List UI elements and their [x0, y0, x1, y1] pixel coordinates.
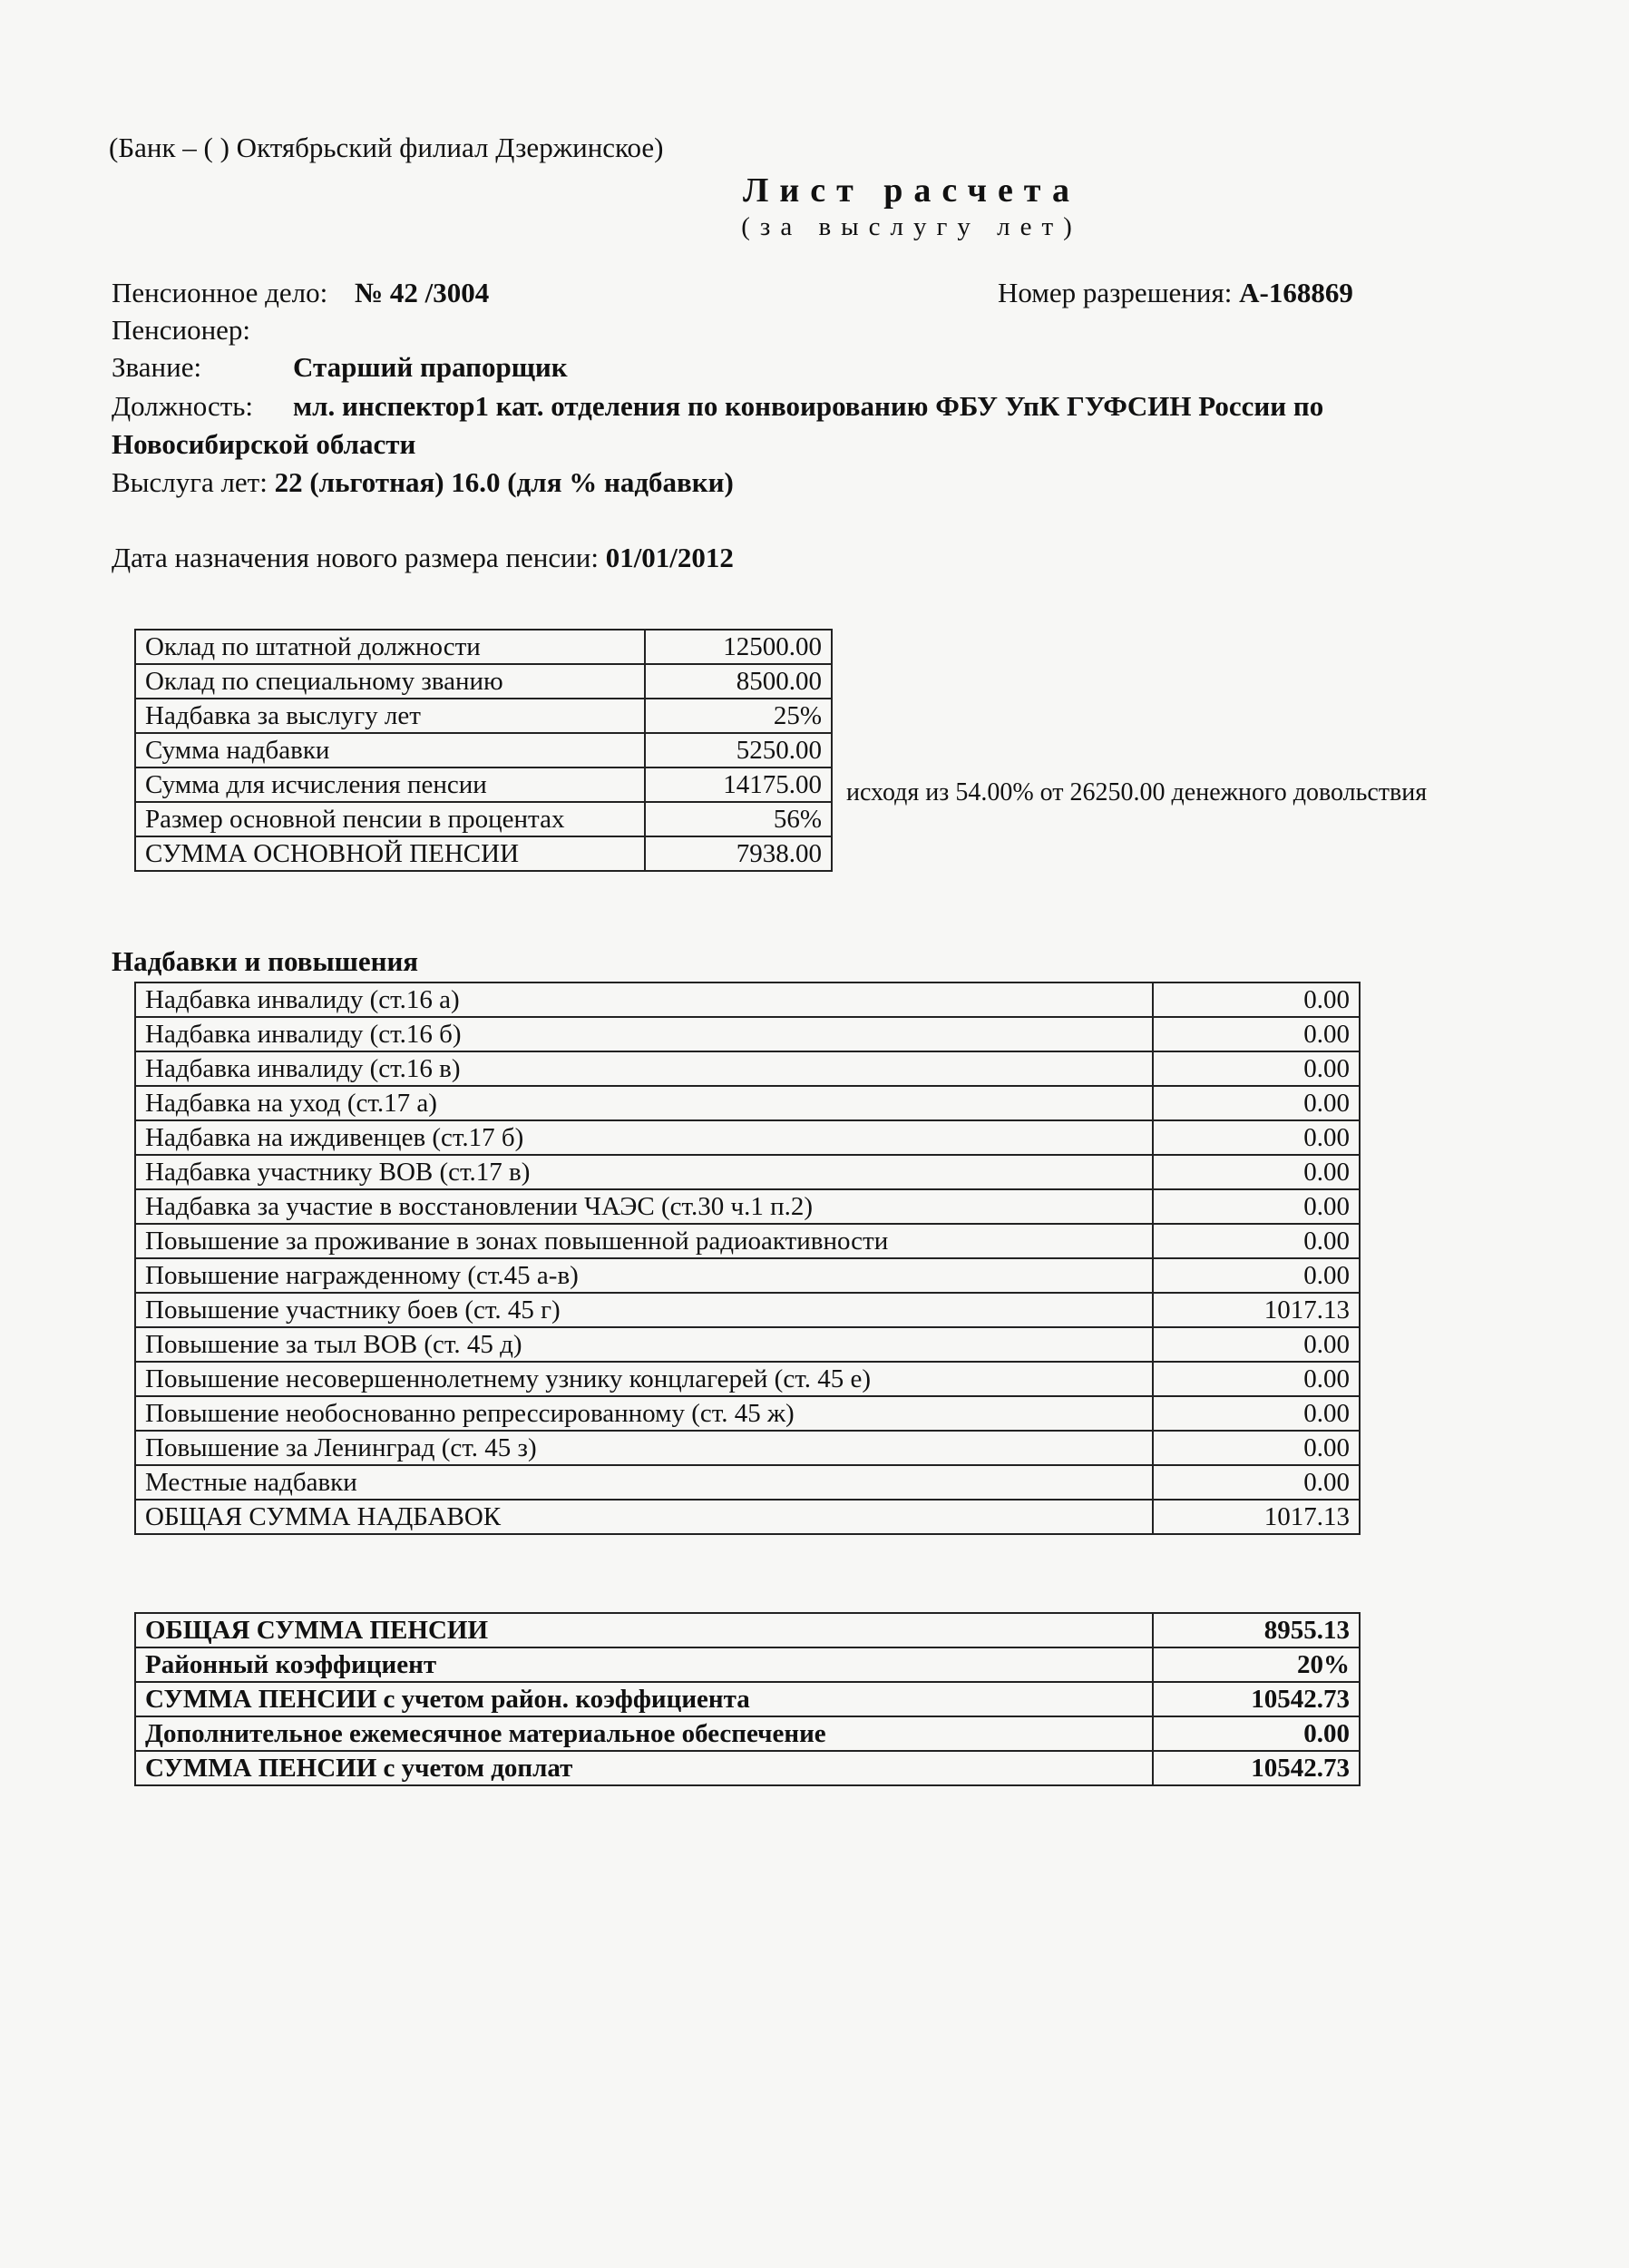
- table-row: [135, 1396, 1360, 1431]
- table-row: [135, 1258, 1360, 1293]
- salary-table: [134, 629, 833, 872]
- row-value: 25%: [645, 699, 832, 733]
- position-line1: мл. инспектор1 кат. отделения по конвоированию ФБУ УпК ГУФСИН России по: [293, 390, 1324, 422]
- row-label: Повышение необоснованно репрессированному (ст. 45 ж): [135, 1396, 1153, 1431]
- service-label: Выслуга лет:: [112, 466, 268, 498]
- service-value: 22 (льготная) 16.0 (для % надбавки): [274, 466, 734, 498]
- row-label: Повышение участнику боев (ст. 45 г): [135, 1293, 1153, 1327]
- row-value: 0.00: [1153, 1465, 1360, 1500]
- row-value: 8500.00: [645, 664, 832, 699]
- row-label: Надбавка на уход (ст.17 а): [135, 1086, 1153, 1120]
- row-value: 12500.00: [645, 630, 832, 664]
- table-row: [135, 1716, 1360, 1751]
- assign-date-row: [112, 542, 734, 574]
- row-label: Сумма надбавки: [135, 733, 645, 767]
- permit-label: Номер разрешения:: [998, 277, 1233, 308]
- row-label: Дополнительное ежемесячное материальное обеспечение: [135, 1716, 1153, 1751]
- row-label: Сумма для исчисления пенсии: [135, 767, 645, 802]
- row-value: 8955.13: [1153, 1613, 1360, 1647]
- table-row: [135, 733, 832, 767]
- table-row: [135, 1017, 1360, 1051]
- row-value: 20%: [1153, 1647, 1360, 1682]
- row-label: Повышение за Ленинград (ст. 45 з): [135, 1431, 1153, 1465]
- table-row: [135, 1431, 1360, 1465]
- row-label: Надбавка за выслугу лет: [135, 699, 645, 733]
- row-value: 1017.13: [1153, 1293, 1360, 1327]
- allowances-table: [134, 982, 1361, 1535]
- row-label: Надбавка за участие в восстановлении ЧАЭС (ст.30 ч.1 п.2): [135, 1189, 1153, 1224]
- row-value: 0.00: [1153, 1017, 1360, 1051]
- row-value: 0.00: [1153, 1431, 1360, 1465]
- row-value: 10542.73: [1153, 1751, 1360, 1785]
- row-value: 7938.00: [645, 836, 832, 871]
- table-row: [135, 836, 832, 871]
- totals-table: [134, 1612, 1361, 1786]
- table-row: [135, 1155, 1360, 1189]
- case-label: Пенсионное дело:: [112, 277, 328, 308]
- row-label: Районный коэффициент: [135, 1647, 1153, 1682]
- row-value: 10542.73: [1153, 1682, 1360, 1716]
- position-line2: Новосибирской области: [112, 428, 416, 460]
- row-value: 5250.00: [645, 733, 832, 767]
- row-label: ОБЩАЯ СУММА ПЕНСИИ: [135, 1613, 1153, 1647]
- case-row: [112, 277, 489, 309]
- table-row: [135, 699, 832, 733]
- row-value: 0.00: [1153, 1716, 1360, 1751]
- row-label: Надбавка инвалиду (ст.16 в): [135, 1051, 1153, 1086]
- row-value: 0.00: [1153, 1051, 1360, 1086]
- permit-row: [998, 277, 1353, 309]
- row-label: Повышение несовершеннолетнему узнику концлагерей (ст. 45 е): [135, 1362, 1153, 1396]
- service-row: [112, 466, 734, 499]
- pensioner-label: Пенсионер:: [112, 314, 251, 346]
- allowances-heading: Надбавки и повышения: [112, 945, 419, 977]
- row-label: Повышение награжденному (ст.45 а-в): [135, 1258, 1153, 1293]
- table-row: [135, 1751, 1360, 1785]
- page-title: Лист расчета: [743, 171, 1080, 210]
- row-label: СУММА ПЕНСИИ с учетом доплат: [135, 1751, 1153, 1785]
- row-value: 0.00: [1153, 1327, 1360, 1362]
- salary-note: исходя из 54.00% от 26250.00 денежного довольствия: [846, 778, 1428, 807]
- table-row: [135, 1293, 1360, 1327]
- table-row: [135, 1120, 1360, 1155]
- table-row: [135, 1647, 1360, 1682]
- bank-line: (Банк – ( ) Октябрьский филиал Дзержинское): [109, 132, 664, 163]
- table-row: [135, 1682, 1360, 1716]
- table-row: [135, 1500, 1360, 1534]
- table-row: [135, 802, 832, 836]
- case-number: № 42 /3004: [355, 277, 490, 308]
- assign-date-value: 01/01/2012: [605, 542, 734, 573]
- row-value: 0.00: [1153, 1362, 1360, 1396]
- table-row: [135, 1086, 1360, 1120]
- row-value: 0.00: [1153, 1189, 1360, 1224]
- table-row: [135, 1051, 1360, 1086]
- row-value: 0.00: [1153, 982, 1360, 1017]
- row-label: Повышение за проживание в зонах повышенной радиоактивности: [135, 1224, 1153, 1258]
- row-value: 0.00: [1153, 1155, 1360, 1189]
- page-subtitle: (за выслугу лет): [741, 212, 1082, 241]
- table-row: [135, 1189, 1360, 1224]
- table-row: [135, 767, 832, 802]
- permit-number: А-168869: [1239, 277, 1353, 308]
- row-value: 56%: [645, 802, 832, 836]
- row-value: 0.00: [1153, 1258, 1360, 1293]
- row-value: 1017.13: [1153, 1500, 1360, 1534]
- row-label: Размер основной пенсии в процентах: [135, 802, 645, 836]
- table-row: [135, 630, 832, 664]
- row-value: 0.00: [1153, 1086, 1360, 1120]
- table-row: [135, 1613, 1360, 1647]
- row-label: СУММА ОСНОВНОЙ ПЕНСИИ: [135, 836, 645, 871]
- row-label: Оклад по специальному званию: [135, 664, 645, 699]
- table-row: [135, 664, 832, 699]
- table-row: [135, 982, 1360, 1017]
- table-row: [135, 1224, 1360, 1258]
- row-label: Оклад по штатной должности: [135, 630, 645, 664]
- row-label: ОБЩАЯ СУММА НАДБАВОК: [135, 1500, 1153, 1534]
- rank-label: Звание:: [112, 351, 202, 383]
- row-label: Надбавка инвалиду (ст.16 б): [135, 1017, 1153, 1051]
- row-label: Надбавка инвалиду (ст.16 а): [135, 982, 1153, 1017]
- rank-value: Старший прапорщик: [293, 351, 568, 383]
- row-label: Надбавка на иждивенцев (ст.17 б): [135, 1120, 1153, 1155]
- row-value: 14175.00: [645, 767, 832, 802]
- table-row: [135, 1362, 1360, 1396]
- row-label: СУММА ПЕНСИИ с учетом район. коэффициента: [135, 1682, 1153, 1716]
- table-row: [135, 1327, 1360, 1362]
- row-value: 0.00: [1153, 1224, 1360, 1258]
- table-row: [135, 1465, 1360, 1500]
- assign-date-label: Дата назначения нового размера пенсии:: [112, 542, 599, 573]
- position-label: Должность:: [112, 390, 254, 422]
- row-value: 0.00: [1153, 1396, 1360, 1431]
- row-value: 0.00: [1153, 1120, 1360, 1155]
- row-label: Надбавка участнику ВОВ (ст.17 в): [135, 1155, 1153, 1189]
- row-label: Местные надбавки: [135, 1465, 1153, 1500]
- row-label: Повышение за тыл ВОВ (ст. 45 д): [135, 1327, 1153, 1362]
